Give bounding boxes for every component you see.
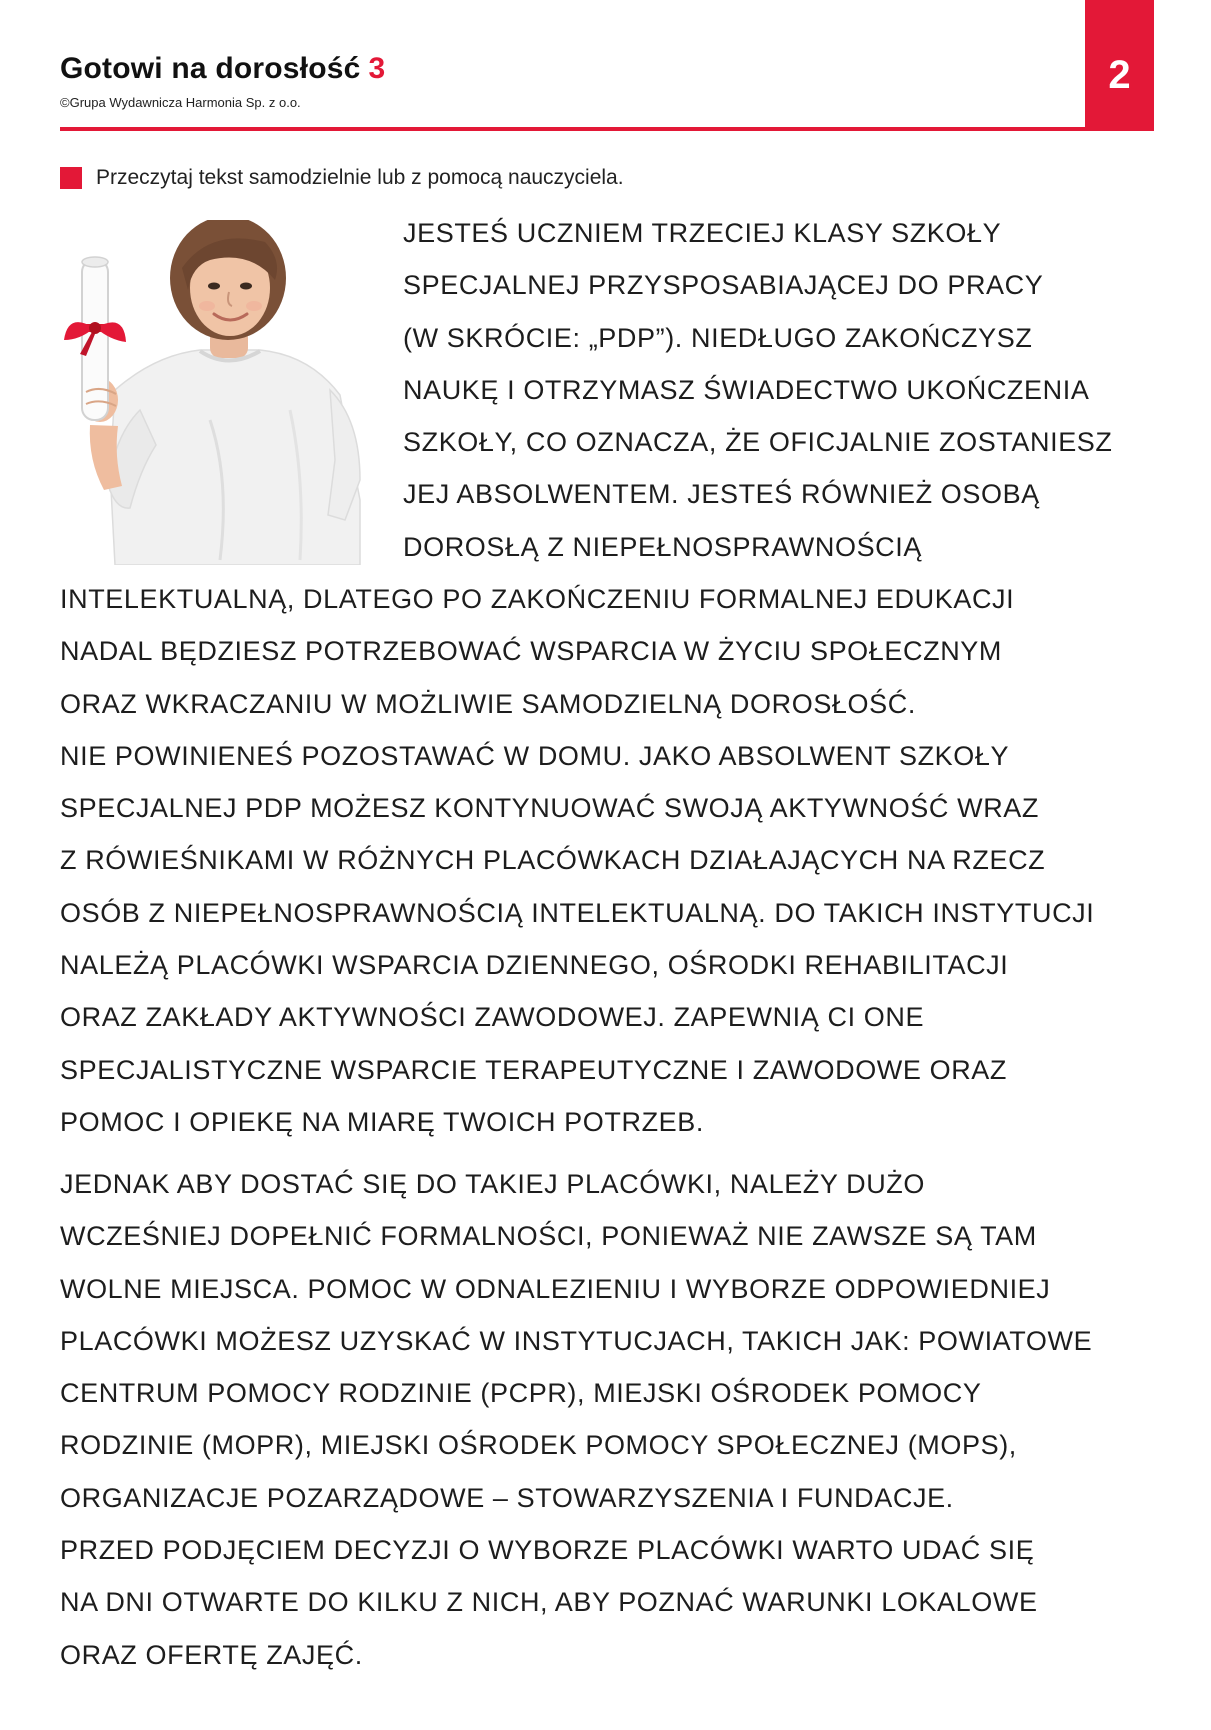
header-divider: [60, 127, 1154, 131]
page-number: 2: [1108, 53, 1131, 97]
text-line: SZKOŁY, CO OZNACZA, ŻE OFICJALNIE ZOSTANIESZ: [403, 427, 1113, 458]
text-line: NAUKĘ I OTRZYMASZ ŚWIADECTWO UKOŃCZENIA: [403, 374, 1090, 405]
text-line: ORGANIZACJE POZARZĄDOWE – STOWARZYSZENIA I FUNDACJE.: [60, 1482, 954, 1513]
text-line: (W SKRÓCIE: „PDP”). NIEDŁUGO ZAKOŃCZYSZ: [403, 322, 1033, 353]
text-line: DOROSŁĄ Z NIEPEŁNOSPRAWNOŚCIĄ: [403, 531, 922, 562]
text-line: RODZINIE (MOPR), MIEJSKI OŚRODEK POMOCY SPOŁECZNEJ (MOPS),: [60, 1430, 1017, 1461]
text-line: ORAZ ZAKŁADY AKTYWNOŚCI ZAWODOWEJ. ZAPEWNIĄ CI ONE: [60, 1002, 925, 1033]
text-line: OSÓB Z NIEPEŁNOSPRAWNOŚCIĄ INTELEKTUALNĄ. DO TAKICH INSTYTUCJI: [60, 897, 1095, 928]
text-line: INTELEKTUALNĄ, DLATEGO PO ZAKOŃCZENIU FORMALNEJ EDUKACJI: [60, 584, 1015, 614]
text-line: SPECJALISTYCZNE WSPARCIE TERAPEUTYCZNE I ZAWODOWE ORAZ: [60, 1054, 1007, 1085]
text-line: PLACÓWKI MOŻESZ UZYSKAĆ W INSTYTUCJACH, TAKICH JAK: POWIATOWE: [60, 1325, 1093, 1356]
book-title: [60, 52, 385, 86]
instruction: [60, 166, 624, 190]
page-number-tab: [1085, 0, 1154, 131]
main-paragraph: [60, 573, 1160, 1148]
text-line: NALEŻĄ PLACÓWKI WSPARCIA DZIENNEGO, OŚRODKI REHABILITACJI: [60, 950, 1009, 981]
text-line: ORAZ WKRACZANIU W MOŻLIWIE SAMODZIELNĄ DOROSŁOŚĆ.: [60, 688, 916, 719]
text-line: JEDNAK ABY DOSTAĆ SIĘ DO TAKIEJ PLACÓWKI, NALEŻY DUŻO: [60, 1169, 926, 1199]
book-title-text: Gotowi na dorosłość: [60, 52, 361, 85]
text-line: WCZEŚNIEJ DOPEŁNIĆ FORMALNOŚCI, PONIEWAŻ NIE ZAWSZE SĄ TAM: [60, 1221, 1037, 1252]
text-line: Z RÓWIEŚNIKAMI W RÓŻNYCH PLACÓWKACH DZIAŁAJĄCYCH NA RZECZ: [60, 845, 1046, 876]
text-line: WOLNE MIEJSCA. POMOC W ODNALEZIENIU I WYBORZE ODPOWIEDNIEJ: [60, 1273, 1051, 1304]
text-line: JESTEŚ UCZNIEM TRZECIEJ KLASY SZKOŁY: [403, 218, 1002, 248]
text-line: POMOC I OPIEKĘ NA MIARĘ TWOICH POTRZEB.: [60, 1106, 704, 1137]
intro-paragraph: [60, 207, 1160, 573]
red-square-icon: [60, 167, 82, 189]
second-paragraph: [60, 1158, 1160, 1681]
text-line: NA DNI OTWARTE DO KILKU Z NICH, ABY POZNAĆ WARUNKI LOKALOWE: [60, 1587, 1038, 1618]
text-line: ORAZ OFERTĘ ZAJĘĆ.: [60, 1639, 363, 1670]
text-line: SPECJALNEJ PDP MOŻESZ KONTYNUOWAĆ SWOJĄ AKTYWNOŚĆ WRAZ: [60, 793, 1039, 824]
text-line: CENTRUM POMOCY RODZINIE (PCPR), MIEJSKI OŚRODEK POMOCY: [60, 1378, 982, 1409]
book-series-number: 3: [368, 52, 386, 85]
text-line: NADAL BĘDZIESZ POTRZEBOWAĆ WSPARCIA W ŻYCIU SPOŁECZNYM: [60, 636, 1003, 667]
text-line: SPECJALNEJ PRZYSPOSABIAJĄCEJ DO PRACY: [403, 270, 1044, 301]
copyright-notice: ©Grupa Wydawnicza Harmonia Sp. z o.o.: [60, 95, 301, 110]
text-line: PRZED PODJĘCIEM DECYZJI O WYBORZE PLACÓWKI WARTO UDAĆ SIĘ: [60, 1535, 1035, 1566]
instruction-text: Przeczytaj tekst samodzielnie lub z pomocą nauczyciela.: [96, 166, 624, 189]
text-line: JEJ ABSOLWENTEM. JESTEŚ RÓWNIEŻ OSOBĄ: [403, 479, 1040, 510]
text-line: NIE POWINIENEŚ POZOSTAWAĆ W DOMU. JAKO ABSOLWENT SZKOŁY: [60, 740, 1010, 771]
